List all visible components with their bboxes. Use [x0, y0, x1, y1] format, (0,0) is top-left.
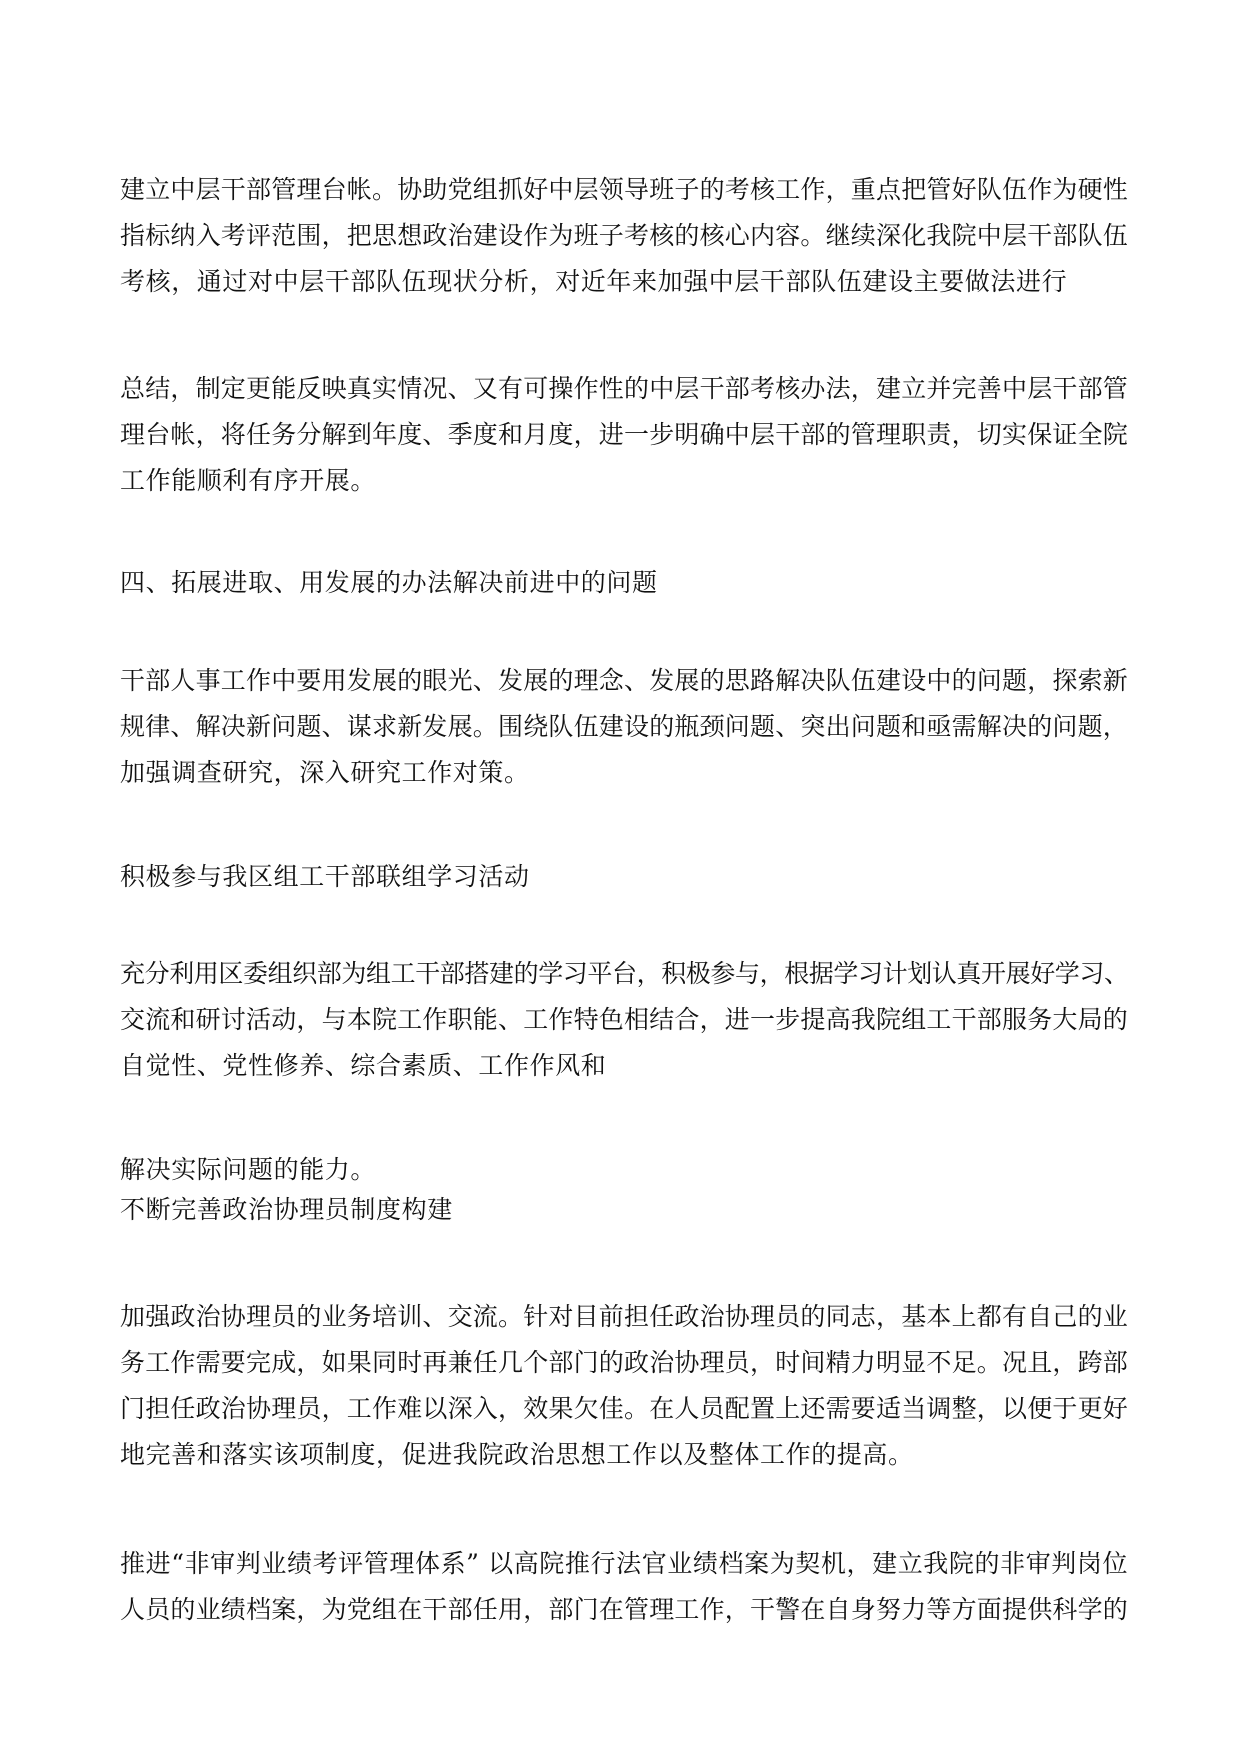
text-line: 加强政治协理员的业务培训、交流。针对目前担任政治协理员的同志，基本上都有自己的业 — [120, 1302, 1129, 1331]
subheading-joint-study — [120, 854, 1130, 900]
text-line: 解决实际问题的能力。 — [120, 1155, 377, 1184]
paragraph-summary — [120, 366, 1130, 504]
heading-line: 积极参与我区组工干部联组学习活动 — [120, 862, 530, 891]
text-line: 指标纳入考评范围，把思想政治建设作为班子考核的核心内容。继续深化我院中层干部队伍 — [120, 221, 1129, 250]
paragraph-performance-system — [120, 1541, 1130, 1633]
paragraph-political-coordinator — [120, 1294, 1130, 1478]
text-line: 总结，制定更能反映真实情况、又有可操作性的中层干部考核办法，建立并完善中层干部管 — [120, 374, 1129, 403]
text-line: 推进“非审判业绩考评管理体系” 以高院推行法官业绩档案为契机，建立我院的非审判岗位 — [120, 1549, 1129, 1578]
text-line: 充分利用区委组织部为组工干部搭建的学习平台，积极参与，根据学习计划认真开展好学习、 — [120, 959, 1129, 988]
paragraph-ability-and-subheading — [120, 1150, 1130, 1230]
text-line: 工作能顺利有序开展。 — [120, 466, 377, 495]
text-line: 自觉性、党性修养、综合素质、工作作风和 — [120, 1051, 607, 1080]
text-line: 地完善和落实该项制度，促进我院政治思想工作以及整体工作的提高。 — [120, 1440, 914, 1469]
section-heading-four — [120, 560, 1130, 606]
heading-line: 四、拓展进取、用发展的办法解决前进中的问题 — [120, 568, 658, 597]
heading-line: 不断完善政治协理员制度构建 — [120, 1195, 453, 1224]
paragraph-development — [120, 658, 1130, 796]
paragraph-cadre-ledger — [120, 167, 1130, 305]
text-line: 加强调查研究，深入研究工作对策。 — [120, 758, 530, 787]
text-line: 人员的业绩档案，为党组在干部任用，部门在管理工作，干警在自身努力等方面提供科学的 — [120, 1595, 1129, 1624]
text-line: 规律、解决新问题、谋求新发展。围绕队伍建设的瓶颈问题、突出问题和亟需解决的问题， — [120, 712, 1129, 741]
text-line: 干部人事工作中要用发展的眼光、发展的理念、发展的思路解决队伍建设中的问题，探索新 — [120, 666, 1129, 695]
text-line: 理台帐，将任务分解到年度、季度和月度，进一步明确中层干部的管理职责，切实保证全院 — [120, 420, 1129, 449]
paragraph-study-platform — [120, 951, 1130, 1089]
text-line: 门担任政治协理员，工作难以深入，效果欠佳。在人员配置上还需要适当调整，以便于更好 — [120, 1394, 1129, 1423]
text-line: 交流和研讨活动，与本院工作职能、工作特色相结合，进一步提高我院组工干部服务大局的 — [120, 1005, 1129, 1034]
text-line: 考核，通过对中层干部队伍现状分析，对近年来加强中层干部队伍建设主要做法进行 — [120, 267, 1068, 296]
text-line: 建立中层干部管理台帐。协助党组抓好中层领导班子的考核工作，重点把管好队伍作为硬性 — [120, 175, 1129, 204]
text-line: 务工作需要完成，如果同时再兼任几个部门的政治协理员，时间精力明显不足。况且，跨部 — [120, 1348, 1129, 1377]
